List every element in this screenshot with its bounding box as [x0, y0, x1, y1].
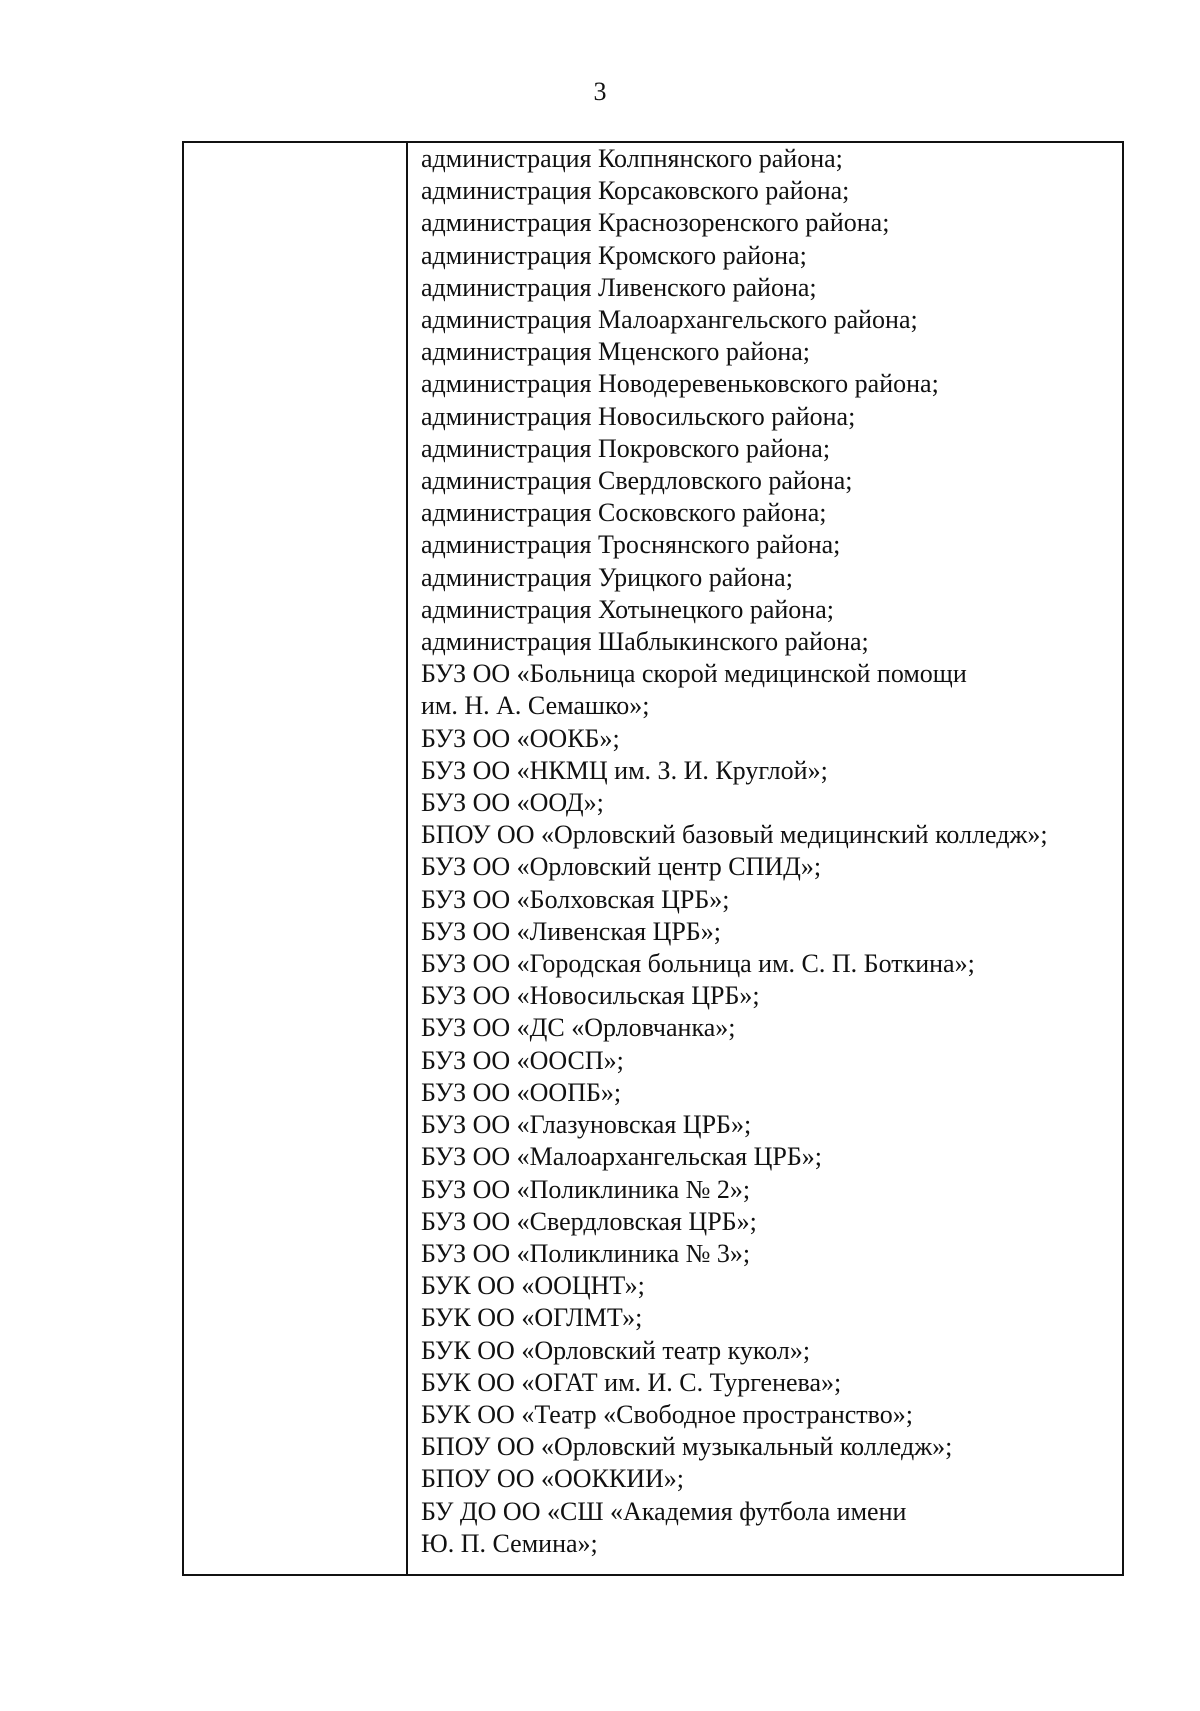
- page-number: 3: [593, 77, 607, 106]
- list-item: БУ ДО ОО «СШ «Академия футбола имени: [421, 1496, 907, 1526]
- table-left-cell: [184, 143, 408, 1574]
- list-item: администрация Шаблыкинского района;: [421, 627, 869, 657]
- list-item: БУК ОО «ОГЛМТ»;: [421, 1303, 643, 1333]
- list-item: администрация Урицкого района;: [421, 562, 793, 592]
- list-item: администрация Колпнянского района;: [421, 144, 843, 173]
- list-item: администрация Троснянского района;: [421, 530, 841, 560]
- list-item: БУЗ ОО «ООКБ»;: [421, 723, 620, 753]
- list-item: администрация Ливенского района;: [421, 272, 817, 302]
- list-item: администрация Свердловского района;: [421, 466, 853, 496]
- list-item: Ю. П. Семина»;: [421, 1528, 598, 1558]
- list-item: БПОУ ОО «ООККИИ»;: [421, 1464, 684, 1494]
- list-item: администрация Краснозоренского района;: [421, 208, 890, 238]
- list-item: БУЗ ОО «Болховская ЦРБ»;: [421, 884, 730, 914]
- list-item: БУК ОО «ОГАТ им. И. С. Тургенева»;: [421, 1367, 842, 1397]
- list-item: администрация Малоархангельского района;: [421, 305, 918, 335]
- list-item: БПОУ ОО «Орловский музыкальный колледж»;: [421, 1432, 953, 1462]
- organization-list: [421, 143, 1122, 1560]
- list-item: БУЗ ОО «Ливенская ЦРБ»;: [421, 916, 721, 946]
- list-item: БУЗ ОО «Малоархангельская ЦРБ»;: [421, 1142, 823, 1172]
- list-item: БУК ОО «Орловский театр кукол»;: [421, 1335, 811, 1365]
- list-item: администрация Новосильского района;: [421, 401, 856, 431]
- table-right-cell: [408, 143, 1122, 1574]
- list-item: БУЗ ОО «Свердловская ЦРБ»;: [421, 1206, 757, 1236]
- list-item: БУЗ ОО «Больница скорой медицинской помощи: [421, 659, 967, 689]
- list-item: администрация Корсаковского района;: [421, 176, 850, 206]
- list-item: им. Н. А. Семашко»;: [421, 691, 650, 721]
- list-item: БУЗ ОО «Городская больница им. С. П. Боткина»;: [421, 949, 975, 979]
- list-item: администрация Хотынецкого района;: [421, 594, 834, 624]
- list-item: БУК ОО «Театр «Свободное пространство»;: [421, 1399, 913, 1429]
- list-item: БУЗ ОО «Орловский центр СПИД»;: [421, 852, 822, 882]
- list-item: БУЗ ОО «ООСП»;: [421, 1045, 624, 1075]
- list-item: БУЗ ОО «ООПБ»;: [421, 1077, 622, 1107]
- list-item: администрация Кромского района;: [421, 240, 807, 270]
- list-item: БУЗ ОО «Поликлиника № 3»;: [421, 1238, 751, 1268]
- list-item: БУЗ ОО «Глазуновская ЦРБ»;: [421, 1110, 752, 1140]
- list-item: БПОУ ОО «Орловский базовый медицинский колледж»;: [421, 820, 1048, 850]
- list-item: БУЗ ОО «Поликлиника № 2»;: [421, 1174, 751, 1204]
- list-item: БУЗ ОО «ДС «Орловчанка»;: [421, 1013, 736, 1043]
- list-item: администрация Мценского района;: [421, 337, 810, 367]
- document-table: [182, 141, 1124, 1576]
- list-item: БУЗ ОО «НКМЦ им. З. И. Круглой»;: [421, 755, 828, 785]
- list-item: БУЗ ОО «ООД»;: [421, 788, 604, 818]
- list-item: администрация Покровского района;: [421, 433, 831, 463]
- list-item: БУК ОО «ООЦНТ»;: [421, 1271, 645, 1301]
- list-item: БУЗ ОО «Новосильская ЦРБ»;: [421, 981, 760, 1011]
- list-item: администрация Сосковского района;: [421, 498, 827, 528]
- list-item: администрация Новодеревеньковского района;: [421, 369, 939, 399]
